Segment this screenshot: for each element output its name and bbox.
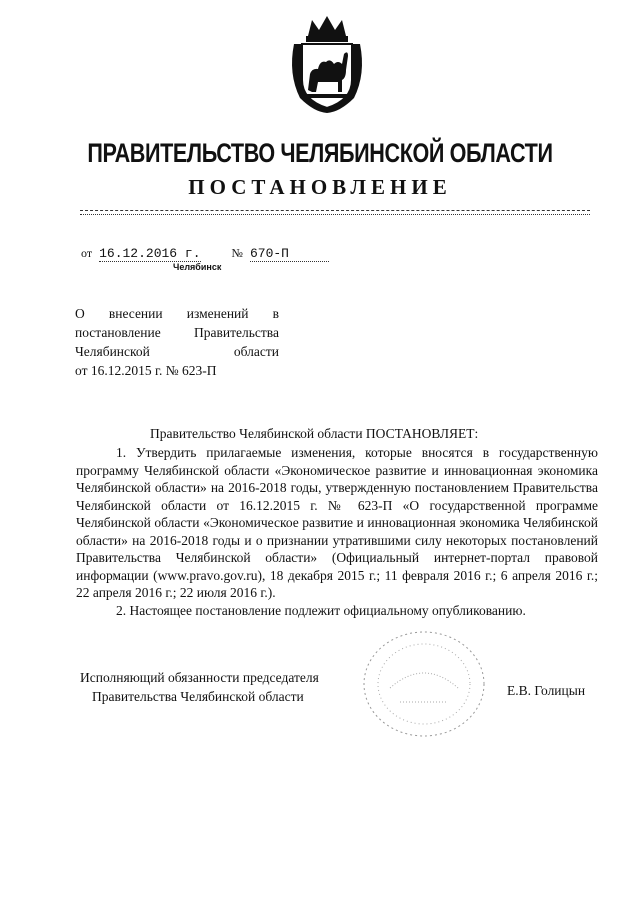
- header-divider-secondary: [80, 214, 590, 215]
- body-paragraph: 2. Настоящее постановление подлежит официальному опубликованию.: [116, 602, 526, 618]
- document-subject: [75, 304, 279, 380]
- subject-line: постановление Правительства: [75, 325, 279, 340]
- document-date: 16.12.2016 г.: [99, 246, 201, 261]
- coat-of-arms-icon: [286, 14, 368, 114]
- document-body: [76, 444, 598, 619]
- city-label: Челябинск: [173, 262, 222, 272]
- date-prefix: от: [81, 246, 93, 260]
- signatory-position: [80, 668, 319, 706]
- official-stamp-icon: [360, 628, 488, 740]
- subject-line: О внесении изменений в: [75, 306, 279, 321]
- header-divider: [80, 210, 590, 211]
- document-number: 670-П: [250, 246, 329, 262]
- document-meta: [81, 246, 329, 261]
- document-type-heading: ПОСТАНОВЛЕНИЕ: [188, 175, 452, 199]
- subject-line: от 16.12.2015 г. № 623-П: [75, 363, 217, 378]
- number-prefix: №: [231, 246, 243, 260]
- position-line: Исполняющий обязанности председателя: [80, 670, 319, 685]
- signatory-name: Е.В. Голицын: [507, 683, 586, 698]
- position-line: Правительства Челябинской области: [92, 689, 304, 704]
- subject-line: Челябинской области: [75, 344, 279, 359]
- body-paragraph: 1. Утвердить прилагаемые изменения, которые вносятся в государственную программу Челябинской области «Экономическое развитие и инновационная экономика Челябинской области» на 2016-2018 годы, утвержденную постановлением Правительства Челябинской области от 16.12.2015 г. № 623-П «О государственной программе Челябинской области «Экономическое развитие и инновационная экономика Челябинской области» на 2016-2018 годы и о признании утратившими силу некоторых постановлений Правительства Челябинской области» (Официальный интернет-портал правовой информации (www.pravo.gov.ru), 18 декабря 2015 г.; 11 февраля 2016 г.; 6 апреля 2016 г.; 22 апреля 2016 г.; 22 июля 2016 г.).: [76, 445, 598, 600]
- organization-title: ПРАВИТЕЛЬСТВО ЧЕЛЯБИНСКОЙ ОБЛАСТИ: [87, 138, 553, 168]
- preamble: Правительство Челябинской области ПОСТАНОВЛЯЕТ:: [150, 426, 479, 441]
